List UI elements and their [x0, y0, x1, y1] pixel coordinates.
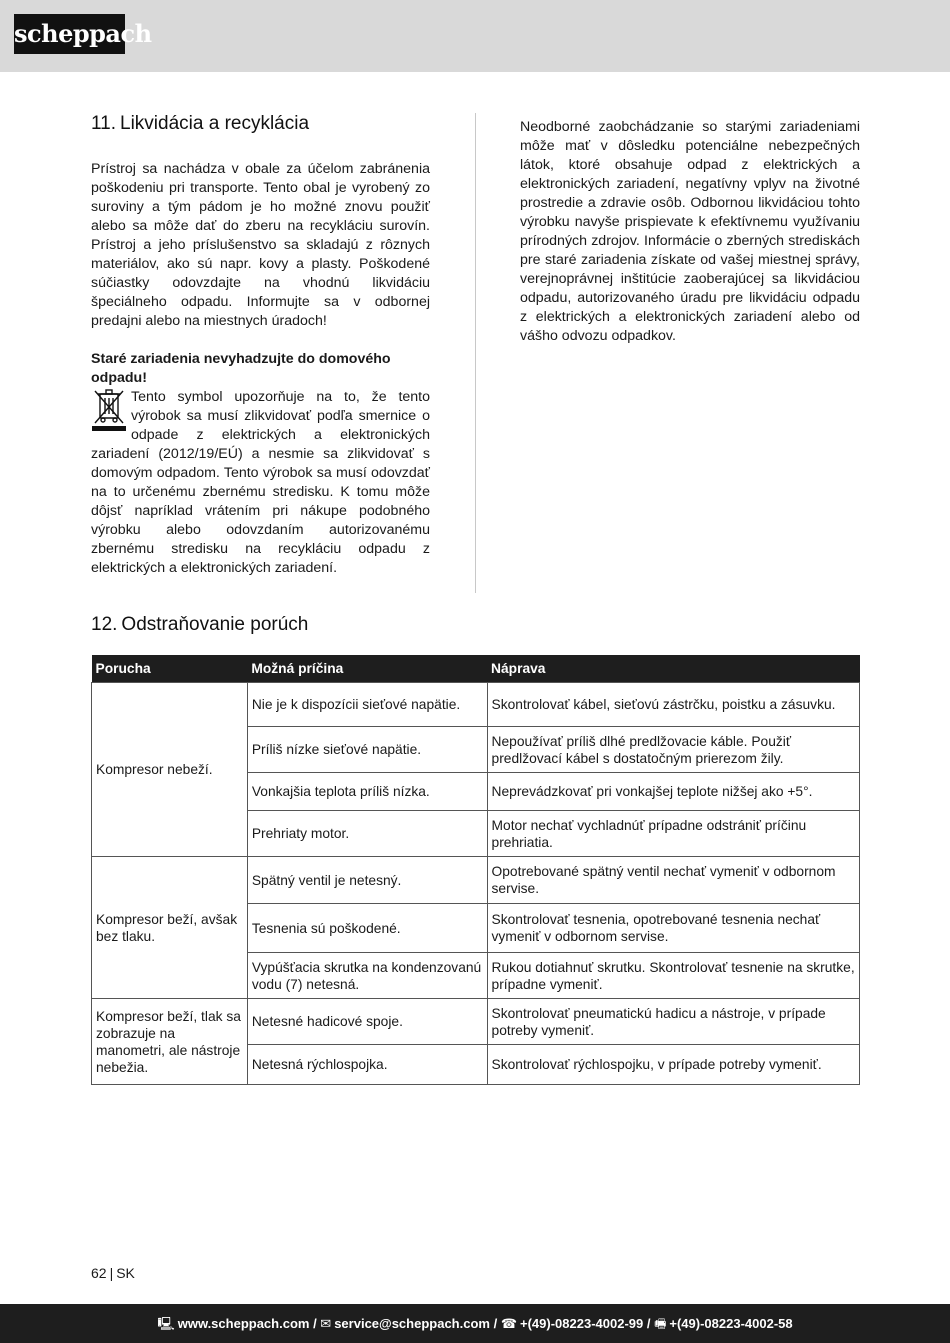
- section-11-title: Likvidácia a recyklácia: [120, 113, 310, 134]
- table-header-row: [92, 655, 860, 683]
- fault-cell: Kompresor beží, tlak sa zobrazuje na manometri, ale nástroje nebežia.: [92, 999, 248, 1085]
- header-fault: Porucha: [92, 655, 248, 683]
- improper-handling-paragraph: Neodborné zaobchádzanie so starými zariadeniami môže mať v dôsledku potenciálne nebezpečných látok, ktoré obsahuje odpad z elektrických a elektronických zariadení, negatívny vplyv na životné prostredie a zdravie osôb. Odbornou likvidáciou tohto výrobku navyše prispievate k efektívnemu využívaniu prírodných zdrojov. Informácie o zberných strediskách pre staré zariadenia získate od vašej miestnej správy, verejnoprávnej inštitúcie zaoberajúcej sa likvidáciou odpadu, autorizovaného úradu pre likvidáciu odpadu z elektrických a elektronických zariadení alebo od vášho odvozu odpadkov.: [520, 119, 860, 344]
- footer-email-link[interactable]: service@scheppach.com: [334, 1316, 490, 1331]
- cause-cell: Prehriaty motor.: [247, 811, 487, 857]
- page-language: SK: [116, 1265, 135, 1281]
- page-number: [91, 1265, 135, 1281]
- monitor-icon: 🖳: [157, 1316, 175, 1331]
- page-number-separator: |: [109, 1265, 114, 1281]
- troubleshooting-table: [91, 655, 860, 1085]
- cause-cell: Vypúšťacia skrutka na kondenzovanú vodu (7) netesná.: [247, 953, 487, 999]
- email-icon: ✉: [320, 1316, 332, 1331]
- column-divider: [475, 113, 476, 593]
- weee-paragraph: Tento symbol upozorňuje na to, že tento výrobok sa musí zlikvidovať podľa smernice o odpade z elektrických a elektronických zariadení (2012/19/EÚ) a nesmie sa zlikvidovať s domovým odpadom. Tento výrobok sa musí odovzdať na to určenému zbernému stredisku. K tomu môže dôjsť napríklad vrátením pri nákupe podobného výrobku alebo odovzdaním autorizovanému zbernému stredisku na recykláciu odpadu z elektrických a elektronických zariadení.: [91, 389, 430, 576]
- warning-title: Staré zariadenia nevyhadzujte do domového odpadu!: [91, 351, 391, 386]
- remedy-cell: Rukou dotiahnuť skrutku. Skontrolovať tesnenie na skrutke, prípadne vymeniť.: [487, 953, 859, 999]
- weee-crossed-bin-icon: [91, 388, 127, 432]
- remedy-cell: Skontrolovať tesnenia, opotrebované tesnenia nechať vymeniť v odbornom servise.: [487, 904, 859, 953]
- table-row: [92, 683, 860, 727]
- fault-cell: Kompresor nebeží.: [92, 683, 248, 857]
- remedy-cell: Neprevádzkovať pri vonkajšej teplote nižšej ako +5°.: [487, 773, 859, 811]
- phone-icon: ☎: [500, 1316, 518, 1331]
- remedy-cell: Skontrolovať kábel, sieťovú zástrčku, poistku a zásuvku.: [487, 683, 859, 727]
- fax-icon: 🖷: [654, 1316, 667, 1331]
- footer-separator: /: [489, 1316, 501, 1331]
- section-11-heading: [91, 113, 430, 135]
- header-remedy: Náprava: [487, 655, 859, 683]
- cause-cell: Príliš nízke sieťové napätie.: [247, 727, 487, 773]
- top-bar: [0, 0, 950, 72]
- page-number-value: 62: [91, 1265, 107, 1281]
- footer-separator: /: [643, 1316, 655, 1331]
- remedy-cell: Skontrolovať pneumatickú hadicu a nástroje, v prípade potreby vymeniť.: [487, 999, 859, 1045]
- section-12-number: 12.: [91, 614, 118, 635]
- remedy-cell: Skontrolovať rýchlospojku, v prípade potreby vymeniť.: [487, 1045, 859, 1085]
- footer-phone[interactable]: +(49)-08223-4002-99: [520, 1316, 644, 1331]
- cause-cell: Vonkajšia teplota príliš nízka.: [247, 773, 487, 811]
- packaging-paragraph: Prístroj sa nachádza v obale za účelom zabránenia poškodeniu pri transporte. Tento obal je vyrobený zo suroviny a tým pádom je ho možné znovu použiť alebo sa môže dať do zberu na recykláciu surovín. Prístroj a jeho príslušenstvo sa skladajú z rôznych materiálov, ako sú napr. kovy a plasty. Poškodené súčiastky odovzdajte na vhodnú likvidáciu špeciálneho odpadu. Informujte sa v odbornej predajni alebo na miestnych úradoch!: [91, 161, 430, 329]
- section-12-title: Odstraňovanie porúch: [121, 614, 309, 635]
- cause-cell: Nie je k dispozícii sieťové napätie.: [247, 683, 487, 727]
- cause-cell: Netesná rýchlospojka.: [247, 1045, 487, 1085]
- table-row: [92, 999, 860, 1045]
- remedy-cell: Motor nechať vychladnúť prípadne odstrániť príčinu prehriatia.: [487, 811, 859, 857]
- footer-fax: +(49)-08223-4002-58: [669, 1316, 793, 1331]
- footer-bar: [0, 1304, 950, 1343]
- table-row: [92, 857, 860, 904]
- header-cause: Možná príčina: [247, 655, 487, 683]
- footer-separator: /: [309, 1316, 321, 1331]
- cause-cell: Netesné hadicové spoje.: [247, 999, 487, 1045]
- brand-logo: scheppach: [14, 14, 125, 54]
- cause-cell: Tesnenia sú poškodené.: [247, 904, 487, 953]
- footer-web-link[interactable]: www.scheppach.com: [177, 1316, 310, 1331]
- section-12-heading: [91, 614, 308, 636]
- remedy-cell: Opotrebované spätný ventil nechať vymeniť v odbornom servise.: [487, 857, 859, 904]
- left-column: [91, 113, 430, 578]
- cause-cell: Spätný ventil je netesný.: [247, 857, 487, 904]
- remedy-cell: Nepoužívať príliš dlhé predlžovacie káble. Použiť predlžovací kábel s dostatočným prierezom žily.: [487, 727, 859, 773]
- right-column: [520, 118, 860, 346]
- section-11-number: 11.: [91, 113, 117, 134]
- fault-cell: Kompresor beží, avšak bez tlaku.: [92, 857, 248, 999]
